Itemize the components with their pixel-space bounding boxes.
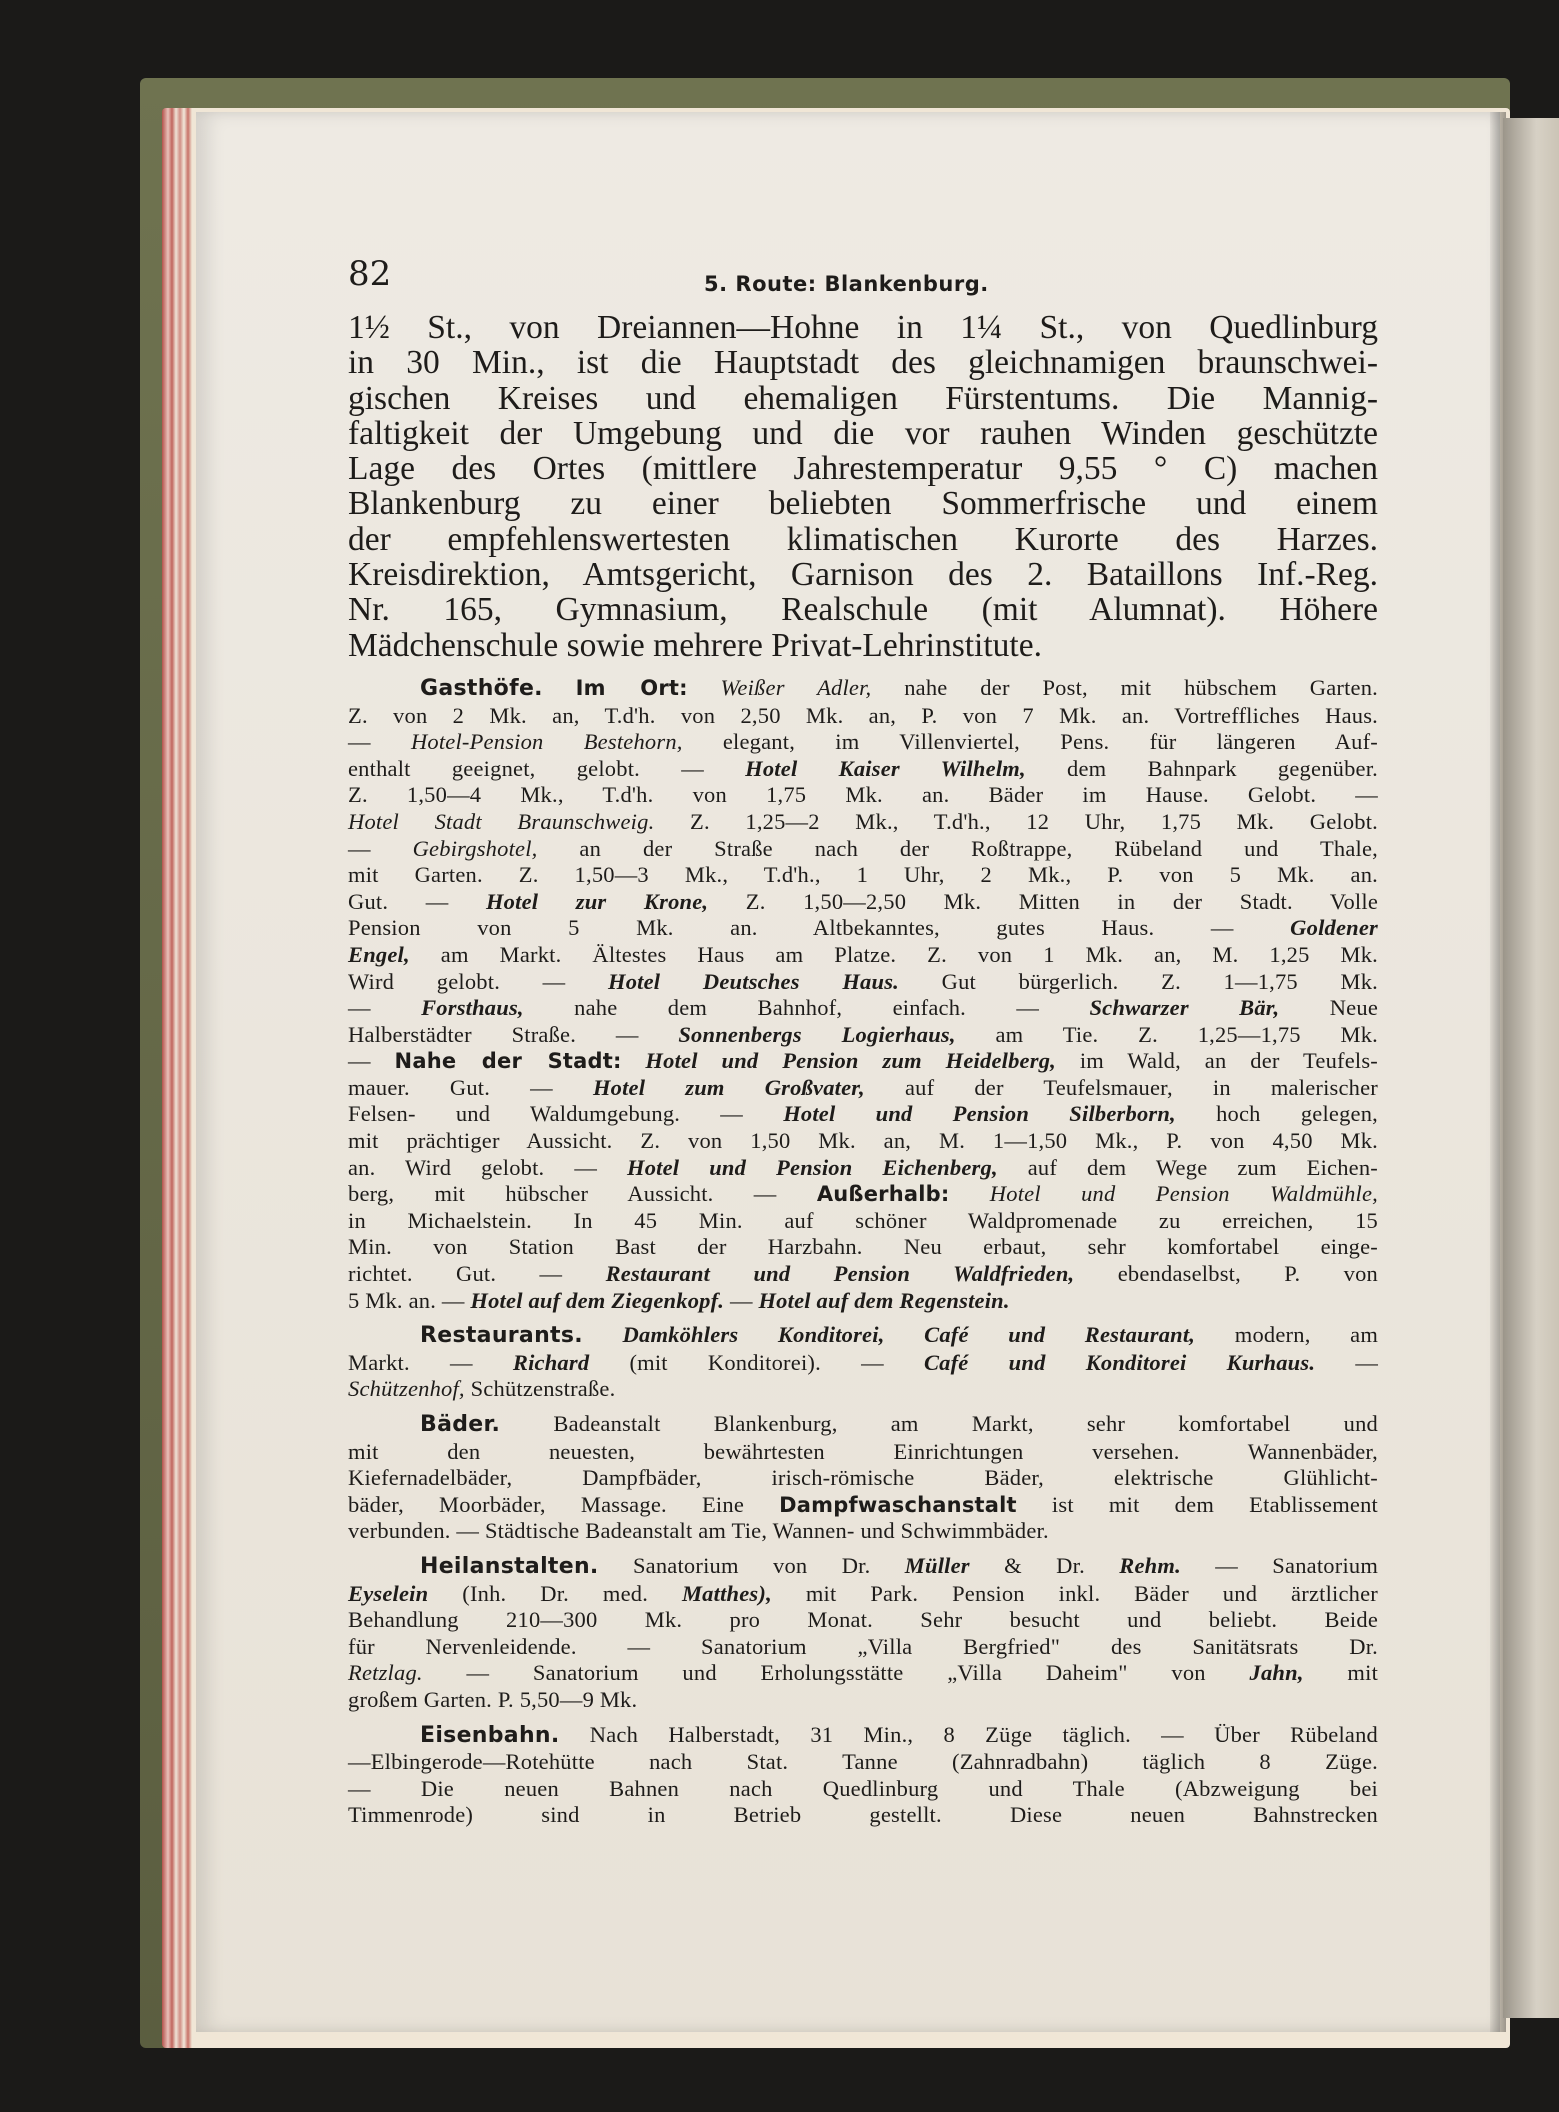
hotel-name: Hotel Kaiser Wilhelm,: [745, 755, 1026, 781]
hotel-name: Forsthaus,: [421, 995, 524, 1021]
lead-line: Nr. 165, Gymnasium, Realschule (mit Alumnat). Höhere: [348, 591, 1378, 629]
text-line: Min. von Station Bast der Harzbahn. Neu erbaut, sehr komfortabel einge-: [348, 1234, 1378, 1260]
text-run: am Tie. Z. 1,25—1,75 Mk.: [995, 1021, 1379, 1047]
person-name: Müller: [904, 1552, 970, 1578]
text-run: dem Bahnpark gegenüber.: [1067, 755, 1379, 781]
text-line: [348, 809, 1378, 836]
lead-line: Kreisdirektion, Amtsgericht, Garnison des 2. Bataillons Inf.-Reg.: [348, 556, 1378, 594]
text-run: Sanatorium von Dr.: [632, 1552, 871, 1578]
hotel-name: Sonnenbergs Logierhaus,: [678, 1021, 956, 1047]
text-run: & Dr.: [1004, 1552, 1085, 1578]
person-name: Matthes),: [681, 1580, 772, 1606]
restaurant-name: Café und Konditorei Kurhaus.: [923, 1349, 1316, 1375]
text-run: Halberstädter Straße. —: [348, 1021, 639, 1047]
text-run: im Wald, an der Teufels-: [1079, 1048, 1379, 1074]
text-line: [348, 915, 1378, 942]
hotel-name: Goldener: [1290, 915, 1379, 941]
text-run: ebendaselbst, P. von: [1117, 1261, 1378, 1287]
section-heading: Gasthöfe.: [420, 675, 543, 701]
text-line: [348, 995, 1378, 1022]
hotel-name: Hotel und Pension Waldmühle,: [989, 1181, 1378, 1207]
section-heading: Bäder.: [420, 1412, 501, 1437]
running-title: 5. Route: Blankenburg.: [704, 272, 989, 296]
text-run: nahe dem Bahnhof, einfach. —: [574, 995, 1040, 1021]
hotel-name: Gebirgshotel,: [412, 835, 538, 861]
facing-page-edge: [1503, 118, 1559, 2018]
text-line: [348, 1350, 1378, 1377]
text-run: Nach Halberstadt, 31 Min., 8 Züge täglich. — Über Rübeland: [589, 1721, 1378, 1747]
person-name: Eyselein: [348, 1580, 429, 1606]
restaurant-name: Damköhlers Konditorei, Café und Restaurant,: [622, 1322, 1196, 1348]
text-line: verbunden. — Städtische Badeanstalt am Tie, Wannen- und Schwimmbäder.: [348, 1518, 1049, 1544]
text-line: [348, 942, 1378, 969]
text-run: an der Straße nach der Roßtrappe, Rübeland und Thale,: [579, 835, 1378, 861]
section-eisenbahn: [348, 1722, 1378, 1829]
page-number: 82: [348, 254, 392, 294]
text-line: [348, 1660, 1378, 1687]
lead-line: der empfehlenswertesten klimatischen Kurorte des Harzes.: [348, 520, 1378, 558]
section-heading: Heilanstalten.: [420, 1553, 599, 1579]
text-run: —: [348, 1048, 371, 1074]
text-run: Wird gelobt. —: [348, 968, 566, 994]
hotel-name: Hotel und Pension Silberborn,: [783, 1101, 1176, 1127]
text-line: großem Garten. P. 5,50—9 Mk.: [348, 1686, 638, 1712]
section-heading: Restaurants.: [420, 1323, 583, 1349]
text-line: mit prächtiger Aussicht. Z. von 1,50 Mk. an, M. 1—1,50 Mk., P. von 4,50 Mk.: [348, 1128, 1378, 1154]
text-line: für Nervenleidende. — Sanatorium „Villa Bergfried" des Sanitätsrats Dr.: [348, 1633, 1378, 1659]
text-run: berg, mit hübscher Aussicht. —: [348, 1181, 777, 1207]
text-line: mit Garten. Z. 1,50—3 Mk., T.d'h., 1 Uhr, 2 Mk., P. von 5 Mk. an.: [348, 862, 1378, 888]
text-line: [348, 1261, 1378, 1288]
text-run: Gut. —: [348, 888, 449, 914]
text-run: am Markt. Ältestes Haus am Platze. Z. von 1 Mk. an, M. 1,25 Mk.: [440, 941, 1379, 967]
text-run: mit: [1347, 1660, 1379, 1686]
text-run: Felsen- und Waldumgebung. —: [348, 1101, 743, 1127]
text-run: Pension von 5 Mk. an. Altbekanntes, gutes Haus. —: [348, 915, 1234, 941]
text-run: mit Park. Pension inkl. Bäder und ärztlicher: [805, 1580, 1378, 1606]
text-line: Behandlung 210—300 Mk. pro Monat. Sehr besucht und beliebt. Beide: [348, 1607, 1378, 1633]
text-line: [348, 1181, 1378, 1208]
text-run: — Sanatorium: [1215, 1552, 1379, 1578]
text-line: [348, 1376, 1378, 1403]
text-run: —: [348, 835, 371, 861]
section-baeder: [348, 1411, 1378, 1545]
text-run: elegant, im Villenviertel, Pens. für längeren Auf-: [722, 729, 1378, 755]
text-run: nahe der Post, mit hübschem Garten.: [904, 674, 1378, 700]
page-content: [348, 250, 1378, 1837]
subheading: Außerhalb:: [816, 1182, 950, 1207]
text-run: auf dem Wege zum Eichen-: [1027, 1154, 1379, 1180]
hotel-name: Hotel auf dem Regenstein.: [758, 1287, 1010, 1313]
text-run: richtet. Gut. —: [348, 1261, 563, 1287]
text-line: —Elbingerode—Rotehütte nach Stat. Tanne (Zahnradbahn) täglich 8 Züge.: [348, 1749, 1378, 1775]
text-line: [348, 729, 1378, 756]
text-run: Gut bürgerlich. Z. 1—1,75 Mk.: [941, 968, 1378, 994]
lead-line: Lage des Ortes (mittlere Jahrestemperatur 9,55 ° C) machen: [348, 450, 1378, 488]
text-run: auf der Teufelsmauer, in malerischer: [904, 1074, 1379, 1100]
text-line: [348, 1155, 1378, 1182]
text-run: bäder, Moorbäder, Massage. Eine: [348, 1491, 745, 1517]
person-name: Rehm.: [1119, 1552, 1181, 1578]
text-run: an. Wird gelobt. —: [348, 1154, 598, 1180]
subheading: Dampfwaschanstalt: [779, 1492, 1017, 1517]
text-line: — Die neuen Bahnen nach Quedlinburg und Thale (Abzweigung bei: [348, 1775, 1378, 1801]
lead-line: Mädchenschule sowie mehrere Privat-Lehrinstitute.: [348, 626, 1042, 664]
hotel-name: Hotel Stadt Braunschweig.: [348, 808, 655, 834]
hotel-name: Hotel zur Krone,: [485, 888, 709, 914]
lead-line: in 30 Min., ist die Hauptstadt des gleichnamigen braunschwei-: [348, 344, 1378, 382]
text-line: Z. 1,50—4 Mk., T.d'h. von 1,75 Mk. an. Bäder im Hause. Gelobt. —: [348, 782, 1378, 808]
text-run: 5 Mk. an. —: [348, 1287, 465, 1313]
text-line: [348, 1722, 1378, 1750]
section-heilanstalten: [348, 1553, 1378, 1714]
text-line: [348, 969, 1378, 996]
lead-line: Blankenburg zu einer beliebten Sommerfrische und einem: [348, 485, 1378, 523]
lead-line: gischen Kreises und ehemaligen Fürstentums. Die Mannig-: [348, 379, 1378, 417]
text-line: [348, 1101, 1378, 1128]
lead-line: 1½ St., von Dreiannen—Hohne in 1¼ St., von Quedlinburg: [348, 309, 1378, 346]
restaurant-name: Schützenhof,: [348, 1376, 465, 1402]
text-run: —: [348, 729, 371, 755]
text-line: [348, 1581, 1378, 1608]
text-line: [348, 1553, 1378, 1581]
hotel-name: Weißer Adler,: [720, 674, 872, 700]
text-line: [348, 1492, 1378, 1519]
restaurant-name: Richard: [512, 1349, 590, 1375]
text-run: —: [348, 995, 371, 1021]
hotel-name: Hotel auf dem Ziegenkopf.: [470, 1287, 725, 1313]
lead-paragraph: [348, 310, 1378, 663]
hotel-name: Restaurant und Pension Waldfrieden,: [605, 1261, 1075, 1287]
text-run: (Inh. Dr. med.: [462, 1580, 649, 1606]
hotel-name: Engel,: [348, 941, 410, 967]
text-run: enthalt geeignet, gelobt. —: [348, 755, 704, 781]
lead-line: faltigkeit der Umgebung und die vor rauhen Winden geschützte: [348, 414, 1378, 452]
text-run: Neue: [1329, 995, 1379, 1021]
text-line: [348, 1411, 1378, 1439]
text-run: Schützenstraße.: [470, 1376, 616, 1402]
text-run: Z. 1,25—2 Mk., T.d'h., 12 Uhr, 1,75 Mk. Gelobt.: [690, 808, 1379, 834]
hotel-name: Hotel-Pension Bestehorn,: [410, 729, 683, 755]
text-line: [348, 836, 1378, 863]
text-run: —: [729, 1287, 753, 1313]
page-header: [348, 250, 1378, 300]
hotel-name: Hotel und Pension zum Heidelberg,: [645, 1048, 1056, 1074]
text-line: [348, 1048, 1378, 1075]
text-line: [348, 1288, 1378, 1315]
subheading: Im Ort:: [575, 675, 688, 700]
text-line: [348, 756, 1378, 783]
text-run: ist mit dem Etablissement: [1051, 1491, 1378, 1517]
text-run: Markt. —: [348, 1349, 473, 1375]
section-gasthoefe: [348, 675, 1378, 1314]
hotel-name: Hotel und Pension Eichenberg,: [627, 1154, 998, 1180]
text-line: [348, 675, 1378, 703]
text-line: in Michaelstein. In 45 Min. auf schöner Waldpromenade zu erreichen, 15: [348, 1207, 1378, 1233]
text-run: (mit Konditorei). —: [629, 1349, 884, 1375]
text-run: —: [1355, 1349, 1379, 1375]
person-name: Retzlag.: [348, 1660, 423, 1686]
text-line: [348, 1022, 1378, 1049]
text-run: mauer. Gut. —: [348, 1074, 553, 1100]
text-run: hoch gelegen,: [1216, 1101, 1379, 1127]
text-run: Z. 1,50—2,50 Mk. Mitten in der Stadt. Volle: [745, 888, 1379, 914]
section-restaurants: [348, 1322, 1378, 1403]
text-line: Timmenrode) sind in Betrieb gestellt. Diese neuen Bahnstrecken: [348, 1802, 1378, 1828]
text-line: Z. von 2 Mk. an, T.d'h. von 2,50 Mk. an, P. von 7 Mk. an. Vortreffliches Haus.: [348, 702, 1378, 728]
hotel-name: Hotel Deutsches Haus.: [608, 968, 899, 994]
text-line: [348, 889, 1378, 916]
text-line: [348, 1322, 1378, 1350]
person-name: Jahn,: [1249, 1660, 1304, 1686]
hotel-name: Hotel zum Großvater,: [592, 1074, 865, 1100]
section-heading: Eisenbahn.: [420, 1722, 560, 1748]
subheading: Nahe der Stadt:: [394, 1049, 622, 1074]
text-line: mit den neuesten, bewährtesten Einrichtungen versehen. Wannenbäder,: [348, 1438, 1378, 1464]
text-line: Kiefernadelbäder, Dampfbäder, irisch-römische Bäder, elektrische Glühlicht-: [348, 1465, 1378, 1491]
text-run: modern, am: [1234, 1322, 1379, 1348]
hotel-name: Schwarzer Bär,: [1089, 995, 1280, 1021]
text-run: — Sanatorium und Erholungsstätte „Villa Daheim" von: [466, 1660, 1206, 1686]
text-line: [348, 1075, 1378, 1102]
text-run: Badeanstalt Blankenburg, am Markt, sehr komfortabel und: [553, 1411, 1379, 1436]
